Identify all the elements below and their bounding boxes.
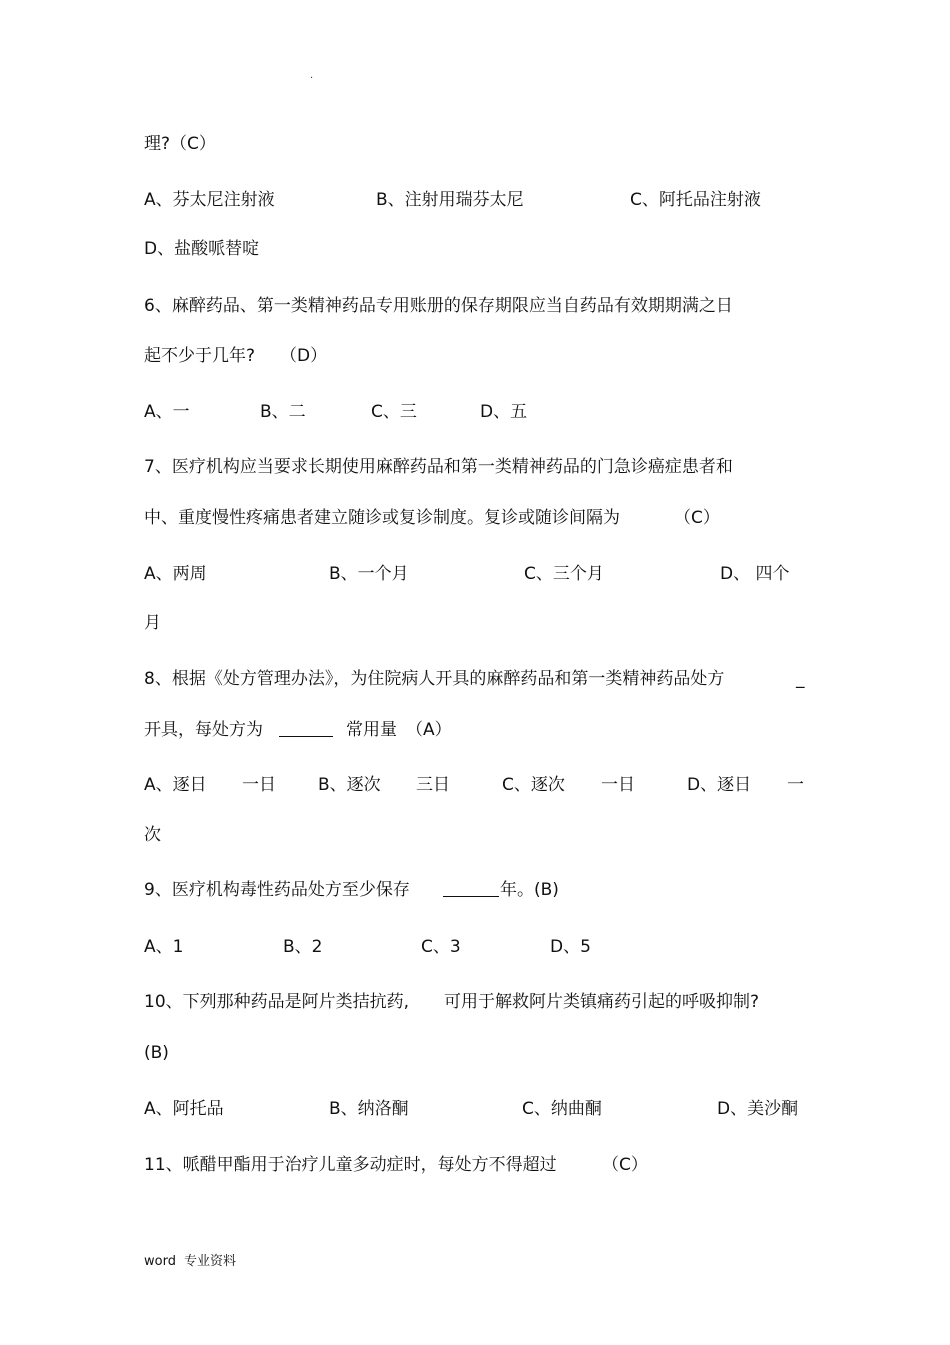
q5-stem-text: 理?（C） bbox=[144, 134, 216, 154]
footer-brand: word bbox=[144, 1254, 176, 1269]
q5-option-b: B、注射用瑞芬太尼 bbox=[376, 190, 524, 210]
q9-stem-tail: 年。(B) bbox=[500, 880, 559, 900]
q6-option-a: A、一 bbox=[144, 402, 190, 422]
q10-option-a: A、阿托品 bbox=[144, 1099, 224, 1119]
q8-option-c-detail: 一日 bbox=[601, 775, 635, 795]
q6-stem-text-1: 6、麻醉药品、第一类精神药品专用账册的保存期限应当自药品有效期期满之日 bbox=[144, 296, 733, 316]
q11-stem-text: 11、哌醋甲酯用于治疗儿童多动症时，每处方不得超过 bbox=[144, 1155, 557, 1175]
q8-answer: （A） bbox=[406, 720, 452, 740]
q5-option-d: D、盐酸哌替啶 bbox=[144, 239, 260, 259]
q8-option-c: C、逐次 bbox=[502, 775, 565, 795]
header-dot: . bbox=[310, 70, 314, 81]
q9-option-a: A、1 bbox=[144, 937, 184, 957]
q8-stem-text-1: 8、根据《处方管理办法》，为住院病人开具的麻醉药品和第一类精神药品处方 bbox=[144, 669, 725, 689]
q9-option-c: C、3 bbox=[421, 937, 461, 957]
q10-answer: (B) bbox=[144, 1043, 169, 1063]
q9-stem-text: 9、医疗机构毒性药品处方至少保存 bbox=[144, 880, 410, 900]
q10-stem-text-1a: 10、下列那种药品是阿片类拮抗药, bbox=[144, 992, 410, 1012]
q7-stem-text-2: 中、重度慢性疼痛患者建立随诊或复诊制度。复诊或随诊间隔为 bbox=[144, 508, 620, 528]
q10-option-b: B、纳洛酮 bbox=[329, 1099, 409, 1119]
q8-option-b-detail: 三日 bbox=[416, 775, 450, 795]
q7-stem-text-1: 7、医疗机构应当要求长期使用麻醉药品和第一类精神药品的门急诊癌症患者和 bbox=[144, 457, 733, 477]
q7-option-d: D、 四个 bbox=[720, 564, 790, 584]
q5-option-c: C、阿托品注射液 bbox=[630, 190, 761, 210]
q7-option-c: C、三个月 bbox=[524, 564, 604, 584]
page-footer bbox=[144, 1250, 244, 1269]
q9-option-d: D、5 bbox=[550, 937, 591, 957]
q6-stem-text-2: 起不少于几年? bbox=[144, 346, 256, 366]
q6-option-d: D、五 bbox=[480, 402, 528, 422]
q10-option-d: D、美沙酮 bbox=[717, 1099, 799, 1119]
q8-option-b: B、逐次 bbox=[318, 775, 381, 795]
q8-option-d-detail: 一 bbox=[787, 775, 804, 795]
q8-option-d-continued: 次 bbox=[144, 825, 161, 845]
q10-option-c: C、纳曲酮 bbox=[522, 1099, 602, 1119]
q8-stem-text-2b: 常用量 bbox=[346, 720, 397, 740]
q8-stem-text-2a: 开具，每处方为 bbox=[144, 720, 263, 740]
footer-label: 专业资料 bbox=[183, 1254, 236, 1269]
q7-option-b: B、一个月 bbox=[329, 564, 409, 584]
q7-option-d-continued: 月 bbox=[144, 613, 161, 633]
q8-option-d: D、逐日 bbox=[687, 775, 752, 795]
q7-answer: （C） bbox=[674, 508, 720, 528]
q7-option-a: A、两周 bbox=[144, 564, 207, 584]
q8-stem-blank-mark: _ bbox=[796, 669, 805, 689]
q11-answer: （C） bbox=[602, 1155, 648, 1175]
q6-option-b: B、二 bbox=[260, 402, 306, 422]
q10-stem-text-1b: 可用于解救阿片类镇痛药引起的呼吸抑制? bbox=[444, 992, 760, 1012]
q8-blank bbox=[279, 718, 333, 737]
q9-option-b: B、2 bbox=[283, 937, 323, 957]
q5-option-a: A、芬太尼注射液 bbox=[144, 190, 275, 210]
q6-option-c: C、三 bbox=[371, 402, 417, 422]
q6-answer: （D） bbox=[280, 346, 328, 366]
q9-blank bbox=[443, 878, 499, 897]
q8-option-a: A、逐日 bbox=[144, 775, 207, 795]
q8-option-a-detail: 一日 bbox=[242, 775, 276, 795]
